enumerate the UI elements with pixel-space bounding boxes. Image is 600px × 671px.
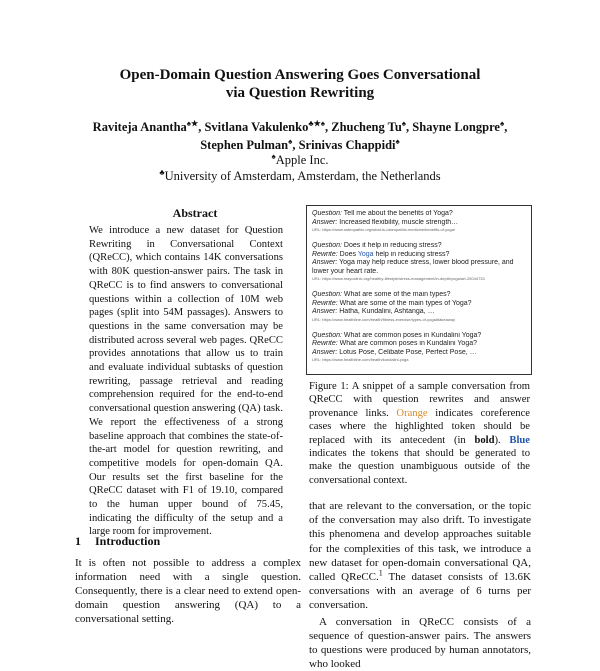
answer-label: Answer: [312,259,338,266]
rewrite-line [312,300,526,309]
answer-label: Answer: [312,308,338,315]
affiliation-mark: ♠ [271,151,276,161]
author-marks: ♠ [401,118,407,128]
affiliation-uva [40,168,560,184]
answer-line [312,308,526,317]
answer-text: Yoga may help reduce stress, lower blood pressure, and lower your heart rate. [312,259,514,275]
author-name: Srinivas Chappidi [298,138,396,152]
affiliation-mark: ♣ [159,167,165,177]
conversation-turn [307,210,531,233]
question-line [312,332,526,341]
provenance-link: URL: https://www.healthline.com/health/kundalini-yoga [312,357,409,362]
title-line-2: via Question Rewriting [225,85,375,101]
paper-title [0,66,600,102]
paragraph: A conversation in QReCC consists of a sequence of question-answer pairs. The answers to questions were produced by human annotators, who looked [309,615,531,671]
author-marks: ♠ [499,118,505,128]
footnote-marker: 1 [378,568,383,578]
provenance-link: URL: https://www.osteopathic.org/what-is-osteopathic-medicine/benefits-of-yoga/ [312,227,455,232]
paragraph [309,499,531,613]
conversation-turn [307,332,531,364]
answer-label: Answer: [312,218,338,226]
rewrite-label: Rewrite: [312,250,338,258]
affiliations [40,152,560,184]
caption-text: indicates coreference cases where the highlighted token should be replaced with its antecedent (in [309,407,530,446]
section-number: 1 [75,534,81,548]
caption-bold-term: bold [474,434,495,446]
question-text: What are common poses in Kundalini Yoga? [343,331,482,339]
question-text: Tell me about the benefits of Yoga? [343,210,453,217]
author-line-2: Stephen Pulman♠, Srinivas Chappidi♠ [200,136,400,152]
rewrite-label: Rewrite: [312,340,338,347]
rewrite-line [312,251,526,260]
author-list [40,118,560,154]
author-name: Shayne Longpre [412,120,500,134]
rewrite-text: Does [339,250,358,258]
caption-blue-term: Blue [509,434,531,446]
caption-text: Figure 1: A snippet of a sample conversation from QReCC with question rewrites and answer provenance links. [309,381,530,419]
affiliation-text: Apple Inc. [275,153,329,167]
author-marks: ♠★ [186,118,199,128]
question-label: Question: [312,331,342,339]
rewrite-text: What are common poses in Kundalini Yoga? [339,340,478,347]
question-text: Does it help in reducing stress? [343,242,442,249]
title-line-1: Open-Domain Question Answering Goes Conversational [119,67,481,83]
provenance-link: URL: https://www.mayoclinic.org/healthy-lifestyle/stress-management/in-depth/yoga/art-20044733 [312,276,485,281]
conversation-turn [307,242,531,282]
section-title: Introduction [95,534,161,548]
answer-label: Answer: [312,348,338,356]
author-marks: ♠ [395,136,400,146]
rewrite-highlight: Yoga [357,250,374,258]
rewrite-text: What are some of the main types of Yoga? [339,299,472,307]
affiliation-apple [40,152,560,168]
question-line [312,210,526,219]
figure-1-conversation [306,205,532,375]
answer-line [312,349,526,358]
answer-text: Hatha, Kundalini, Ashtanga, … [339,308,435,315]
paragraph-text: The dataset consists of 13.6K conversations with an average of 6 turns per conversation. [309,571,531,612]
author-line-1: Raviteja Anantha♠★, Svitlana Vakulenko♣★♠, Zhucheng Tu♠, Shayne Longpre♠, [92,118,508,134]
rewrite-line [312,340,526,349]
provenance-link: URL: https://www.healthline.com/health/fitness-exercise/types-of-yoga#takeaway [312,316,455,322]
rewrite-text: help in reducing stress? [373,250,450,258]
question-label: Question: [312,291,342,298]
caption-orange-term: Orange [396,407,428,419]
author-name: Zhucheng Tu [331,120,402,134]
question-line [312,291,526,300]
abstract-body: We introduce a new dataset for Question Rewriting in Conversational Context (QReCC), which contains 14K conversations with 80K question-answer pairs. The task in QReCC is to find answers to conversational questions within a collection of 10M web pages (split into 54M passages). Answers to questions in the same conversation may be distributed across several web pages. QReCC provides annotations that allow us to train and evaluate individual subtasks of question rewriting, passage retrieval and reading comprehension required for the end-to-end conversational question answering (QA) task. We report the effectiveness of a strong baseline approach that combines the state-of-the-art model for question rewriting, and competitive models for open-domain QA. Our results set the first baseline for the QReCC dataset with F1 of 19.10, compared to the human upper bound of 75.45, indicating the difficulty of the setup and a large room for improvement. [89,225,283,538]
author-name: Raviteja Anantha [92,120,187,134]
question-line [312,242,526,251]
question-label: Question: [312,242,342,249]
paragraph-text: that are relevant to the conversation, or the topic of the conversation may also drift. To investigate this phenomena and develop approaches suitable for the complexities of this task, we introduce a new dataset for open-domain conversational QA, called QReCC. [309,500,531,584]
question-label: Question: [312,210,342,217]
section-heading-introduction [75,534,160,549]
caption-text: ). [494,434,510,446]
answer-line [312,259,526,276]
answer-text: Increased flexibility, muscle strength… [339,218,459,226]
abstract-heading: Abstract [172,206,218,220]
affiliation-text: University of Amsterdam, Amsterdam, the Netherlands [164,169,441,183]
right-column-body [309,499,531,671]
conversation-turn [307,291,531,323]
author-name: Stephen Pulman [200,138,289,152]
answer-text: Lotus Pose, Celibate Pose, Perfect Pose, … [339,348,477,356]
figure-1-caption [309,380,530,487]
question-text: What are some of the main types? [343,291,451,298]
introduction-body: It is often not possible to address a complex information need with a single question. Consequently, there is a clear need to extend open-domain question answering (QA) to a conversational setting. [75,557,301,625]
caption-text: indicates the tokens that should be generated to make the question unambiguous outside of the conversational context. [309,448,530,486]
author-name: Svitlana Vakulenko [204,120,309,134]
author-marks: ♣★♠ [308,118,325,128]
rewrite-label: Rewrite: [312,299,338,307]
answer-line [312,219,526,228]
author-marks: ♠ [288,136,293,146]
